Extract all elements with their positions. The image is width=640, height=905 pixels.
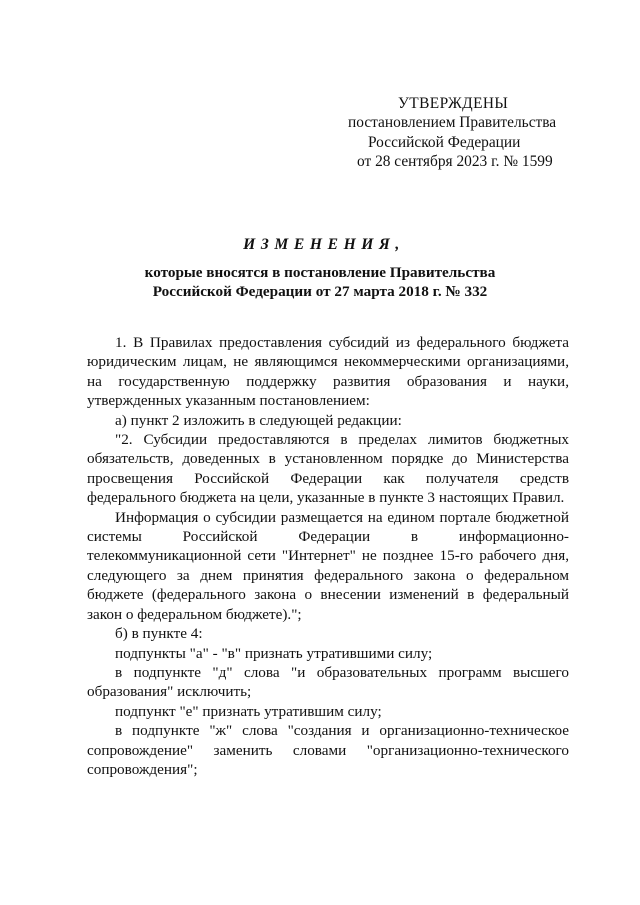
paragraph-8: подпункт "е" признать утратившим силу; — [115, 702, 382, 720]
paragraph-6: подпункты "а" - "в" признать утратившими силу; — [115, 644, 433, 662]
paragraph-5: б) в пункте 4: — [115, 625, 203, 643]
paragraph-7: в подпункте "д" слова "и образовательных программ высшего образования" исключить; — [87, 663, 569, 701]
approval-line-2: Российской Федерации — [368, 133, 521, 151]
subtitle-line-1: которые вносятся в постановление Правительства — [144, 264, 496, 281]
approval-block — [330, 94, 570, 172]
approval-heading: УТВЕРЖДЕНЫ — [398, 95, 509, 112]
approval-line-1: постановлением Правительства — [348, 114, 557, 132]
paragraph-3: "2. Субсидии предоставляются в пределах лимитов бюджетных обязательств, доведенных в установленном порядке до Министерства просвещения Российской Федерации как получателя средств федерального бюджета на цели, указанные в пункте 3 настоящих Правил. — [87, 431, 569, 507]
paragraph-2: а) пункт 2 изложить в следующей редакции: — [115, 411, 402, 429]
paragraph-9: в подпункте "ж" слова "создания и организационно-техническое сопровождение" заменить словами "организационно-технического сопровождения"; — [87, 722, 569, 778]
paragraph-4: Информация о субсидии размещается на едином портале бюджетной системы Российской Федерации в информационно-телекоммуникационной сети "Интернет" не позднее 15-го рабочего дня, следующего за днем принятия федерального закона о федеральном бюджете (федерального закона о внесении изменений в федеральный закон о федеральном бюджете)."; — [87, 508, 569, 623]
document-subtitle — [0, 263, 640, 302]
subtitle-line-2: Российской Федерации от 27 марта 2018 г. № 332 — [152, 283, 488, 301]
approval-line-3: от 28 сентября 2023 г. № 1599 — [357, 153, 553, 171]
document-title: ИЗМЕНЕНИЯ, — [243, 236, 405, 253]
document-body — [87, 333, 569, 779]
paragraph-1: 1. В Правилах предоставления субсидий из федерального бюджета юридическим лицам, не являющимся некоммерческими организациями, на государственную поддержку развития образования и науки, утвержденных указанным постановлением: — [87, 334, 569, 410]
